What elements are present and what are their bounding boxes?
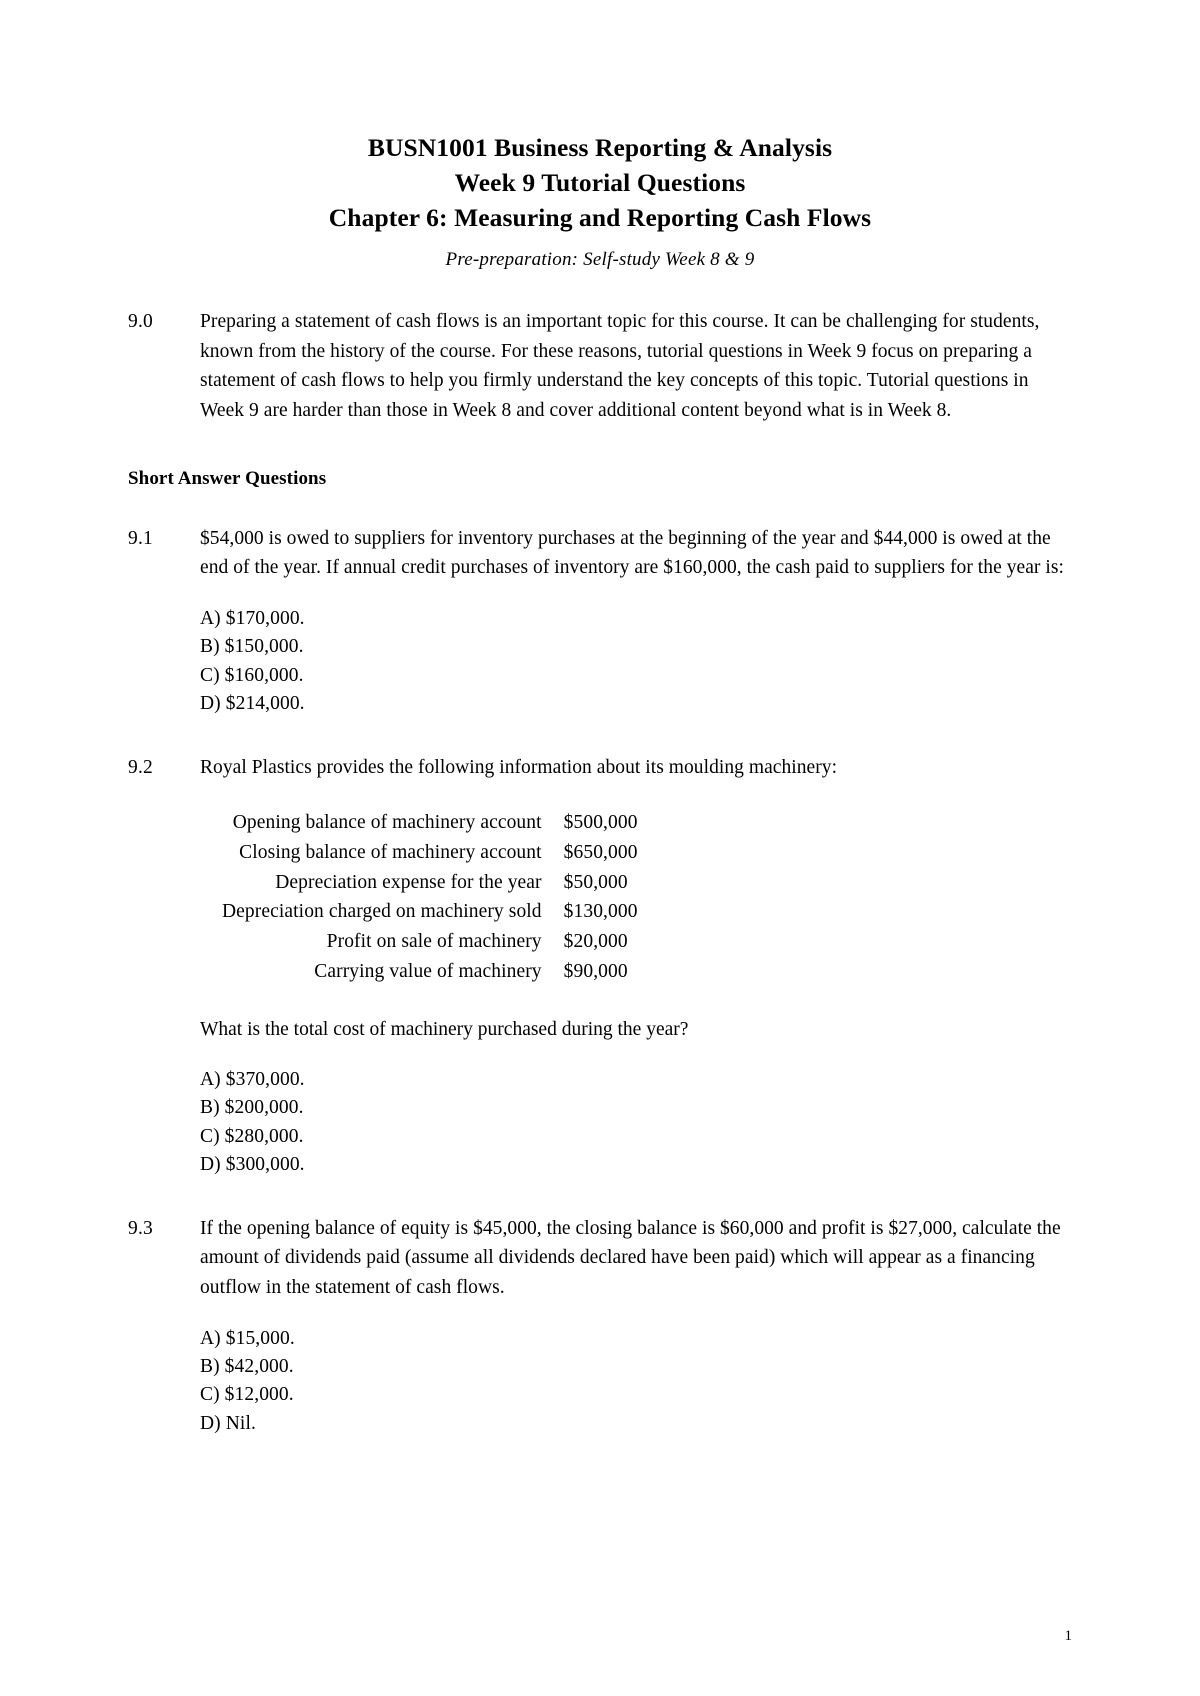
table-cell-label: Opening balance of machinery account <box>232 812 542 834</box>
option-list-9-3 <box>200 1325 1072 1439</box>
table-cell-label: Carrying value of machinery <box>314 960 542 982</box>
option-list-9-1 <box>200 605 1072 719</box>
table-cell-value: $650,000 <box>563 842 638 864</box>
table-row <box>222 927 638 957</box>
question-text-9-1: $54,000 is owed to suppliers for inventory purchases at the beginning of the year and $44,000 is owed at the end of the year. If annual credit purchases of inventory are $160,000, the cash paid to suppliers for the year is: <box>200 527 1064 579</box>
intro-block <box>128 307 1072 426</box>
document-subtitle: Pre-preparation: Self-study Week 8 & 9 <box>445 248 755 270</box>
question-text-9-3: If the opening balance of equity is $45,000, the closing balance is $60,000 and profit is $27,000, calculate the amount of dividends paid (assume all dividends declared have been paid) which will appear as a financing outflow in the statement of cash flows. <box>200 1217 1061 1298</box>
table-row <box>222 838 638 868</box>
option-9-2-d[interactable]: D) $300,000. <box>200 1154 305 1176</box>
question-block-9-1 <box>128 524 1072 719</box>
question-followup-9-2: What is the total cost of machinery purchased during the year? <box>200 1018 689 1040</box>
question-number-9-1: 9.1 <box>128 527 153 549</box>
question-text-9-2: Royal Plastics provides the following information about its moulding machinery: <box>200 756 838 778</box>
table-cell-value: $130,000 <box>563 901 638 923</box>
intro-text: Preparing a statement of cash flows is an important topic for this course. It can be challenging for students, known from the history of the course. For these reasons, tutorial questions in Week 9 focus on preparing a statement of cash flows to help you firmly understand the key concepts of this topic. Tutorial questions in Week 9 are harder than those in Week 8 and cover additional content beyond what is in Week 8. <box>200 311 1040 422</box>
question-block-9-3 <box>128 1214 1072 1439</box>
title-block <box>128 130 1072 273</box>
question-block-9-2 <box>128 753 1072 1180</box>
table-row <box>222 868 638 898</box>
option-list-9-2 <box>200 1066 1072 1180</box>
intro-body <box>200 307 1072 426</box>
table-cell-value: $90,000 <box>563 960 628 982</box>
table-row <box>222 957 638 987</box>
option-9-1-c[interactable]: C) $160,000. <box>200 664 304 686</box>
table-cell-value: $50,000 <box>563 871 628 893</box>
option-9-1-d[interactable]: D) $214,000. <box>200 693 305 715</box>
document-title-line-2: Week 9 Tutorial Questions <box>454 168 746 198</box>
table-cell-label: Depreciation charged on machinery sold <box>222 901 542 923</box>
question-number-9-2: 9.2 <box>128 756 153 778</box>
page-number: 1 <box>1064 1628 1072 1644</box>
option-9-3-b[interactable]: B) $42,000. <box>200 1356 294 1377</box>
question-body-9-1 <box>200 524 1072 719</box>
machinery-data-table <box>222 808 638 986</box>
document-title-line-1: BUSN1001 Business Reporting & Analysis <box>367 133 833 162</box>
question-number-9-3: 9.3 <box>128 1217 153 1239</box>
option-9-3-a[interactable]: A) $15,000. <box>200 1327 295 1349</box>
option-9-2-a[interactable]: A) $370,000. <box>200 1068 305 1090</box>
table-row <box>222 897 638 927</box>
table-cell-label: Profit on sale of machinery <box>326 931 542 953</box>
document-title-line-3: Chapter 6: Measuring and Reporting Cash Flows <box>328 203 872 233</box>
table-cell-label: Depreciation expense for the year <box>275 871 542 893</box>
table-cell-label: Closing balance of machinery account <box>239 842 542 864</box>
intro-number: 9.0 <box>128 311 153 333</box>
table-cell-value: $500,000 <box>563 812 638 834</box>
option-9-1-b[interactable]: B) $150,000. <box>200 636 304 658</box>
option-9-2-c[interactable]: C) $280,000. <box>200 1125 304 1147</box>
table-row <box>222 808 638 838</box>
question-body-9-2 <box>200 753 1072 1180</box>
table-cell-value: $20,000 <box>563 931 628 953</box>
option-9-1-a[interactable]: A) $170,000. <box>200 607 305 629</box>
option-9-2-b[interactable]: B) $200,000. <box>200 1097 304 1119</box>
option-9-3-c[interactable]: C) $12,000. <box>200 1384 294 1406</box>
question-body-9-3 <box>200 1214 1072 1439</box>
option-9-3-d[interactable]: D) Nil. <box>200 1412 256 1434</box>
section-heading-short-answer: Short Answer Questions <box>128 467 327 489</box>
